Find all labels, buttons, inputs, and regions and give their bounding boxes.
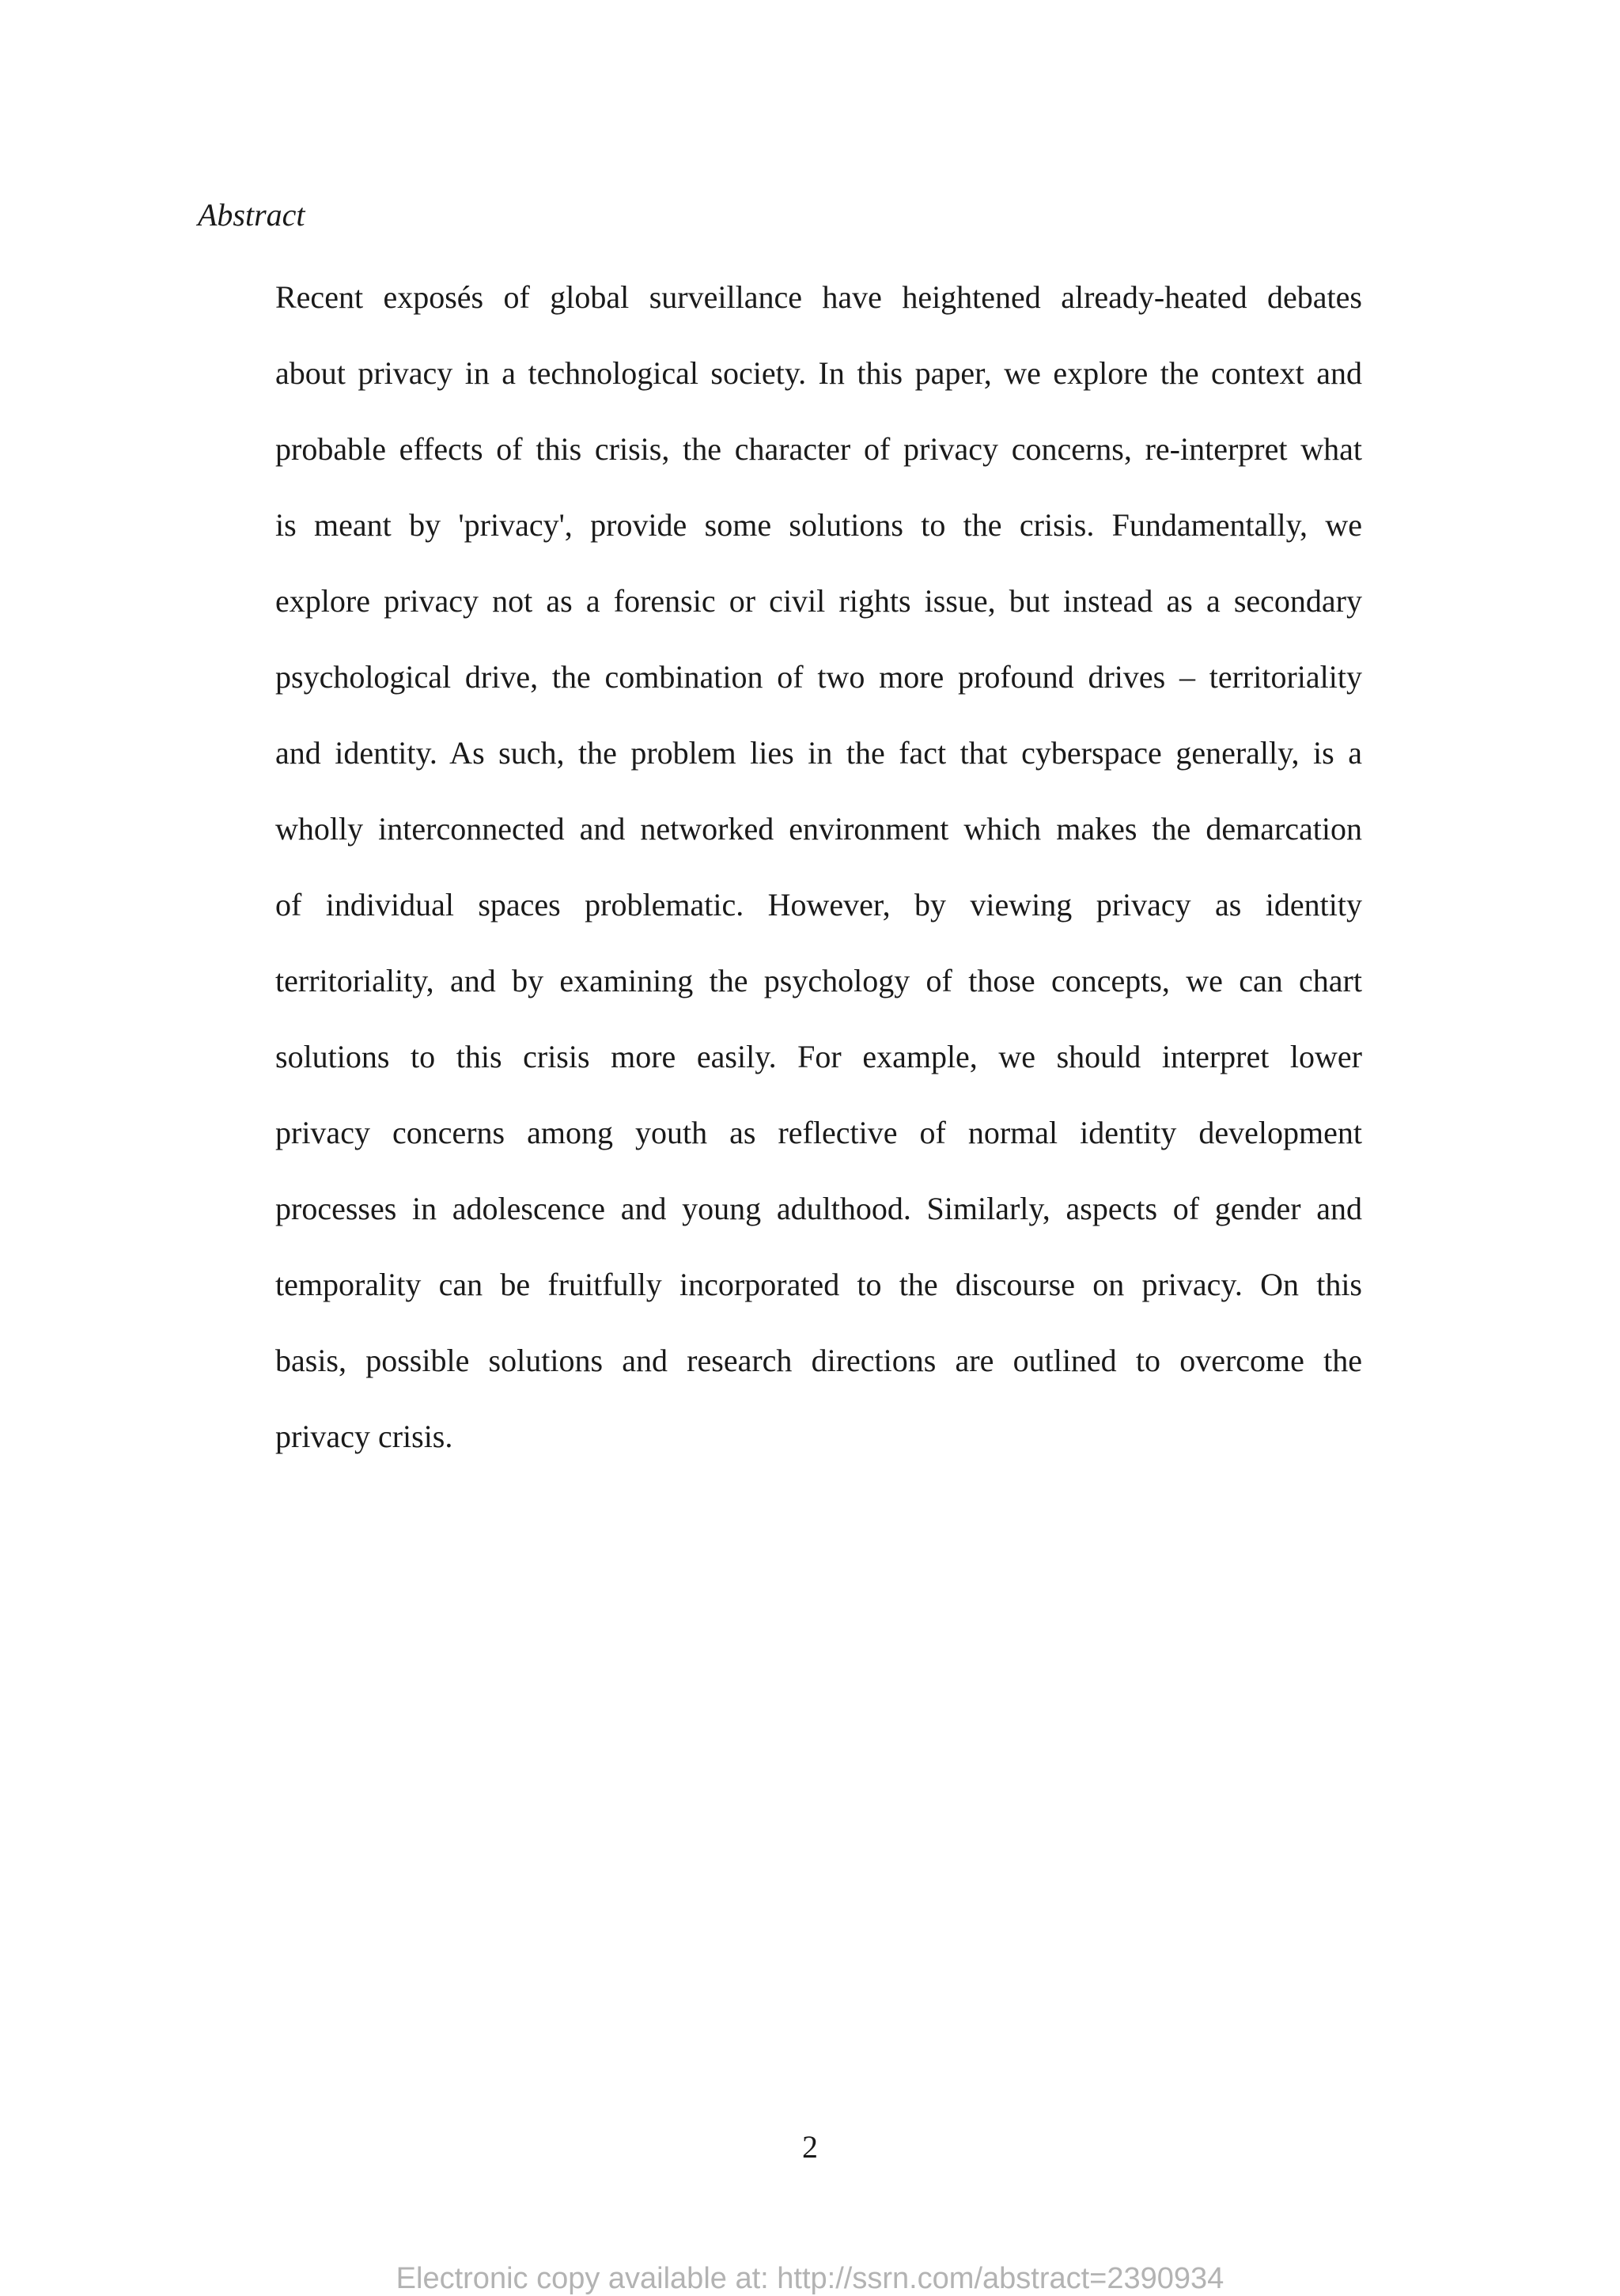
abstract-line: privacy concerns among youth as reflective of normal identity development — [275, 1115, 1362, 1150]
abstract-line: territoriality, and by examining the psychology of those concepts, we can chart — [275, 963, 1362, 998]
abstract-line: wholly interconnected and networked environment which makes the demarcation — [275, 811, 1362, 847]
abstract-body — [275, 260, 1362, 1475]
abstract-line: temporality can be fruitfully incorporated to the discourse on privacy. On this — [275, 1267, 1362, 1302]
page-number: 2 — [802, 2129, 818, 2165]
abstract-line: basis, possible solutions and research directions are outlined to overcome the — [275, 1343, 1362, 1378]
abstract-line: of individual spaces problematic. However, by viewing privacy as identity — [275, 887, 1362, 923]
abstract-heading: Abstract — [198, 197, 305, 233]
footer-notice: Electronic copy available at: http://ssrn.com/abstract=2390934 — [396, 2262, 1224, 2295]
abstract-line: about privacy in a technological society. In this paper, we explore the context and — [275, 355, 1362, 391]
abstract-line: solutions to this crisis more easily. For example, we should interpret lower — [275, 1039, 1362, 1074]
abstract-line: processes in adolescence and young adulthood. Similarly, aspects of gender and — [275, 1191, 1362, 1226]
abstract-line: probable effects of this crisis, the character of privacy concerns, re-interpret what — [275, 431, 1362, 467]
abstract-line: is meant by 'privacy', provide some solutions to the crisis. Fundamentally, we — [275, 507, 1362, 543]
abstract-line: and identity. As such, the problem lies in the fact that cyberspace generally, is a — [275, 735, 1362, 771]
abstract-line: Recent exposés of global surveillance have heightened already-heated debates — [275, 279, 1362, 315]
abstract-line: privacy crisis. — [275, 1419, 453, 1454]
abstract-line: explore privacy not as a forensic or civil rights issue, but instead as a secondary — [275, 583, 1362, 619]
abstract-line: psychological drive, the combination of two more profound drives – territoriality — [275, 659, 1362, 695]
